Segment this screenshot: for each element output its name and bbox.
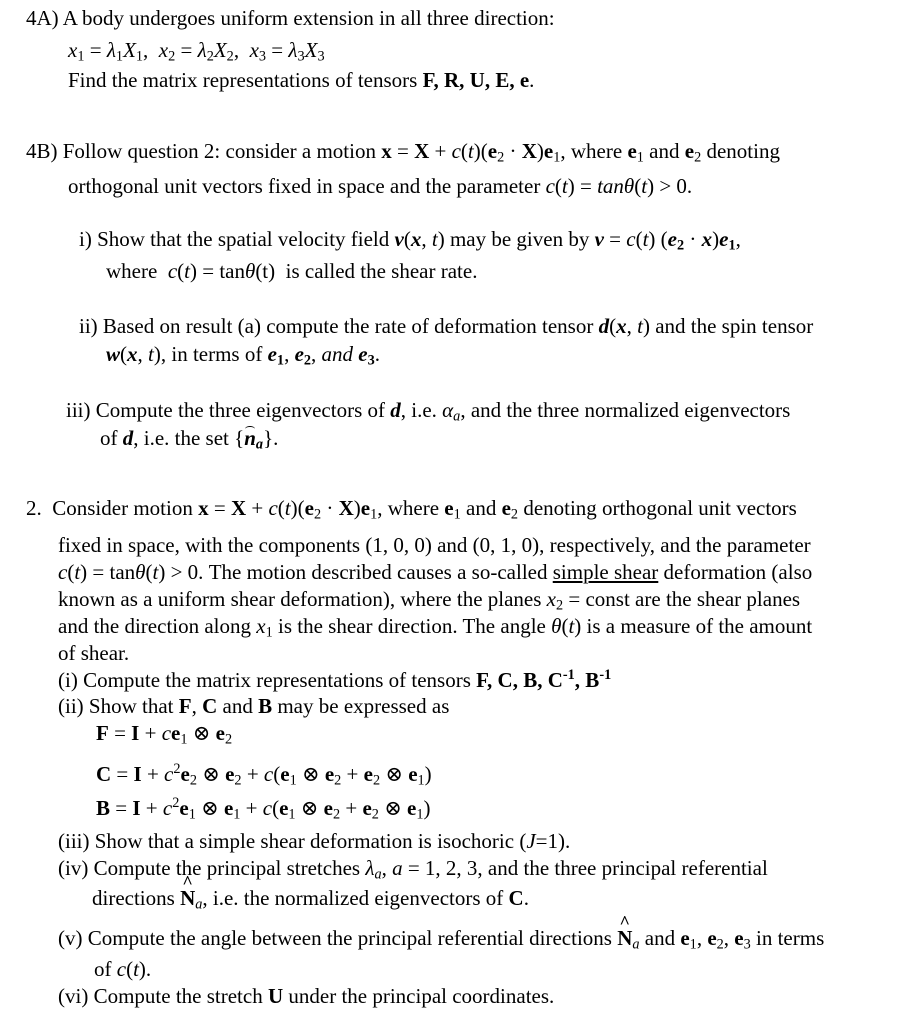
q4b-item2-line1: ii) Based on result (a) compute the rate of deformation tensor d(x, t) and the spin tensor	[79, 314, 814, 338]
q4b-line2: orthogonal unit vectors fixed in space and the parameter c(t) = tanθ(t) > 0.	[68, 174, 693, 198]
q2-line4: known as a uniform shear deformation), where the planes $x_2$ = const are the shear planes	[58, 587, 801, 614]
q2-label: 2.	[26, 496, 42, 520]
q4b-motion-eq: $x = X + c(t)(e_2 \cdot X)e_1$	[381, 139, 561, 166]
q2-eq-B: $B = I + c^2e_1$ ⊗ $e_1 + c(e_1$ ⊗ $e_2 + e_2$ ⊗ $e_1$)	[96, 795, 431, 823]
q4a-text: A body undergoes uniform extension in all three direction:	[62, 6, 555, 30]
q4a-find: Find the matrix representations of tensors F, R, U, E, e.	[68, 68, 535, 92]
q4a-tensors: F, R, U, E, e	[422, 68, 530, 92]
q4b-label: 4B)	[26, 139, 58, 163]
q4b-item1-line2: where c(t) = tanθ(t) is called the shear rate.	[106, 259, 478, 283]
q2-line2: fixed in space, with the components (1, 0, 0) and (0, 1, 0), respectively, and the parameter	[58, 533, 811, 557]
q2-part-v-line1: (v) Compute the angle between the principal referential directions ^ $N_a$ and $e_1$, $e_2$, $e_3$ in terms	[58, 926, 824, 951]
q2-part-iv-line1: (iv) Compute the principal stretches $\lambda_a$, a = 1, 2, 3, and the three principal referential	[58, 856, 768, 883]
q2-motion-eq: $x = X + c(t)(e_2 \cdot X)e_1$	[198, 496, 378, 523]
q2-line6: of shear.	[58, 641, 130, 665]
q4b-item3-line1: iii) Compute the three eigenvectors of d, i.e. $\alpha_a$, and the three normalized eigenvectors	[66, 398, 791, 425]
q2-line3: c(t) = tanθ(t) > 0. The motion described causes a so-called simple shear deformation (also	[58, 560, 813, 584]
simple-shear-term: simple shear	[552, 560, 659, 584]
q4b-item1-line1: i) Show that the spatial velocity field v(x, t) may be given by v = c(t) $(e_2 \cdot x)e_1$,	[79, 227, 741, 254]
q4b-line1: 4B) Follow question 2: consider a motion $x = X + c(t)(e_2 \cdot X)e_1$, where $e_1$ and $e_2$ denoting	[26, 139, 780, 166]
q2-part-iii: (iii) Show that a simple shear deformation is isochoric (J=1).	[58, 829, 571, 853]
q4a-label: 4A)	[26, 6, 59, 30]
q4b-item2-line2: w(x, t), in terms of $e_1$, $e_2$, and $e_3$.	[106, 342, 380, 369]
q2-part-v-line2: of c(t).	[94, 957, 152, 981]
q2-part-ii: (ii) Show that F, C and B may be expressed as	[58, 694, 450, 718]
q2-eq-F: $F = I + ce_1$ ⊗ $e_2$	[96, 721, 233, 748]
q4a-equations: $x_1 = \lambda_1X_1$, $x_2 = \lambda_2X_2$, $x_3 = \lambda_3X_3$	[68, 38, 325, 65]
q2-eq-C: $C = I + c^2e_2$ ⊗ $e_2 + c(e_1$ ⊗ $e_2 + e_2$ ⊗ $e_1$)	[96, 761, 432, 789]
q2-line1: 2. Consider motion $x = X + c(t)(e_2 \cdot X)e_1$, where $e_1$ and $e_2$ denoting orthogonal unit vectors	[26, 496, 797, 523]
q2-part-i: (i) Compute the matrix representations of tensors F, C, B, $C^{-1}$, $B^{-1}$	[58, 667, 612, 692]
q2-line5: and the direction along $x_1$ is the shear direction. The angle θ(t) is a measure of the amount	[58, 614, 813, 641]
q4a-line1	[26, 6, 555, 31]
q2-part-iv-line2: directions ^ $N_a$, i.e. the normalized eigenvectors of C.	[92, 886, 529, 911]
q2-part-vi: (vi) Compute the stretch U under the principal coordinates.	[58, 984, 555, 1008]
q4b-item3-line2: of d, i.e. the set $\{n_a\}$.	[100, 426, 279, 453]
